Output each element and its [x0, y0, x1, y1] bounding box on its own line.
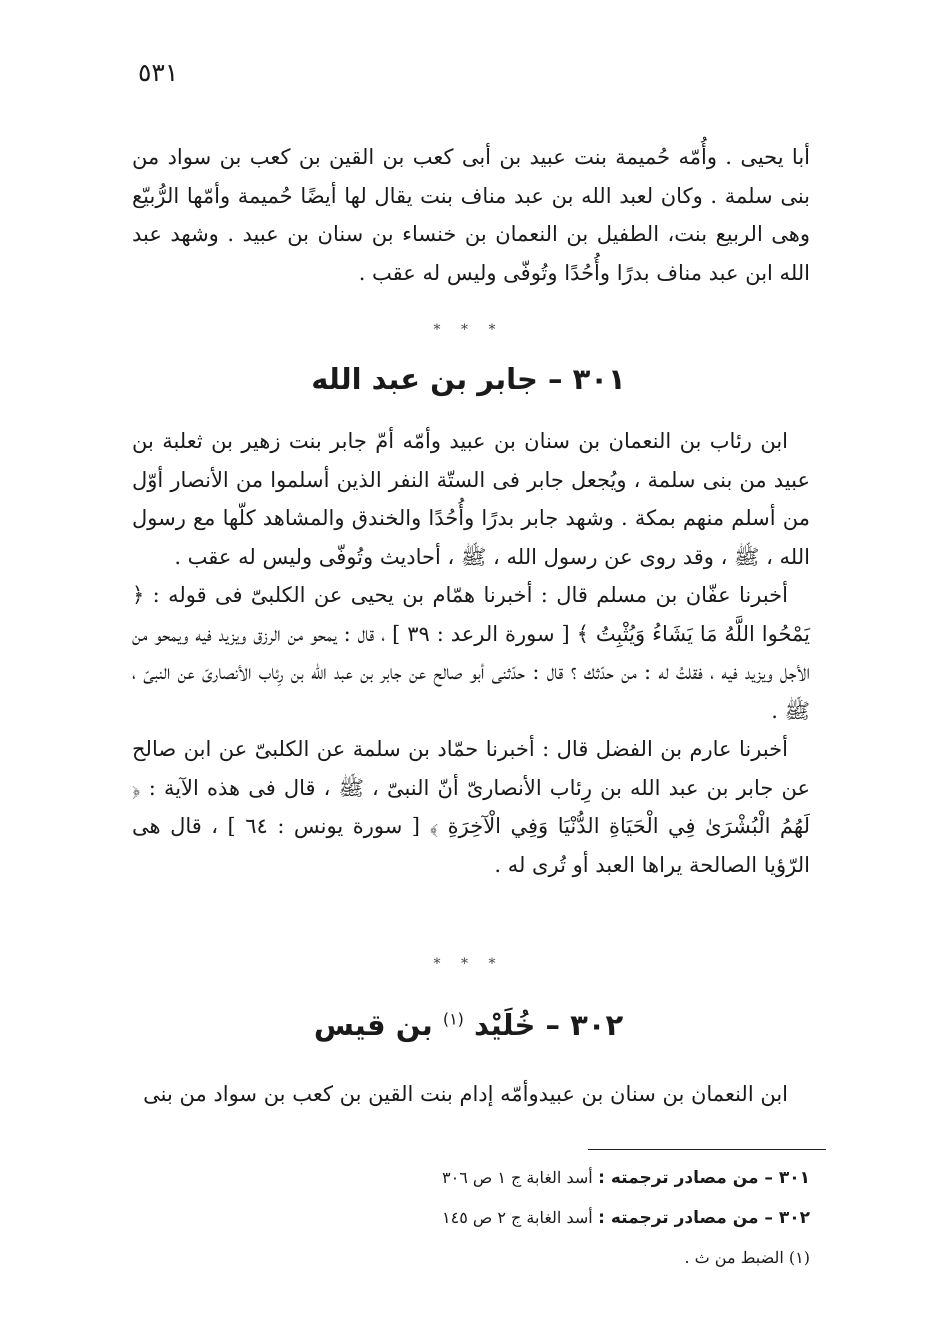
footnote-301	[300, 1158, 810, 1198]
intro-paragraph: أبا يحيى . وأُمّه حُميمة بنت عبيد بن أبى كعب بن القين بن كعب بن سواد من بنى سلمة . وكان لعبد الله بن عبد مناف بنت يقال لها أيضًا حُميمة وأمّها الرُّبيّع وهى الربيع بنت، الطفيل بن النعمان بن خنساء بن سنان بن عبيد . وشهد عبد الله ابن عبد مناف بدرًا وأُحُدًا وتُوفّى وليس له عقب .	[132, 145, 810, 285]
footnote-302	[300, 1198, 810, 1238]
section-separator: * * *	[433, 322, 504, 338]
entry-heading-302-name: ٣٠٢ – خُلَيْد	[474, 1008, 624, 1042]
footnote-marker: (١)	[442, 1009, 464, 1029]
footnote-divider	[588, 1149, 826, 1150]
entry-301-paragraph-1: ابن رئاب بن النعمان بن سنان بن عبيد وأمّه أمّ جابر بنت زهير بن ثعلبة بن عبيد من بنى سلمة ، ويُجعل جابر فى الستّة النفر الذين أسلموا من الأنصار أوّل من أسلم منهم بمكة . وشهد جابر بدرًا وأُحُدًا والخندق والمشاهد كلّها مع رسول الله ، ﷺ ، وقد روى عن رسول الله ، ﷺ ، أحاديث وتُوفّى وليس له عقب .	[132, 429, 810, 569]
footnotes	[300, 1158, 810, 1278]
entry-301-paragraph-3: أخبرنا عارم بن الفضل قال : أخبرنا حمّاد بن سلمة عن الكلبىّ عن ابن صالح عن جابر بن عبد الله بن رِئاب الأنصارىّ أنّ النبىّ ، ﷺ ، قال فى هذه الآية : ﴿ لَهُمُ الْبُشْرَىٰ فِي الْحَيَاةِ الدُّنْيَا وَفِي الْآخِرَةِ ﴾ [ سورة يونس : ٦٤ ] ، قال هى الرّؤيا الصالحة يراها العبد أو تُرى له .	[132, 737, 810, 877]
entry-302-text	[132, 1075, 810, 1114]
footnote-302-label: ٣٠٢ – من مصادر ترجمته :	[598, 1208, 810, 1228]
footnote-301-label: ٣٠١ – من مصادر ترجمته :	[598, 1168, 810, 1188]
intro-paragraph-block	[132, 138, 810, 292]
entry-heading-302	[0, 1008, 937, 1042]
footnote-vocalization: (١) الضبط من ث .	[684, 1248, 810, 1267]
entry-heading-301: ٣٠١ – جابر بن عبد الله	[311, 362, 626, 396]
section-separator-2: * * *	[433, 956, 504, 972]
entry-heading-302-rest: بن قيس	[313, 1008, 433, 1042]
page-number: ٥٣١	[138, 58, 179, 87]
entry-301-paragraph-2: أخبرنا عفّان بن مسلم قال : أخبرنا همّام بن يحيى عن الكلبىّ فى قوله : ﴿ يَمْحُوا اللَّهُ مَا يَشَاءُ وَيُثْبِتُ ﴾ [ سورة الرعد : ٣٩ ] ، قال : يمحو من الرزق ويزيد فيه ويمحو من الأجل ويزيد فيه ، فقلتُ له : من حدّثك ؟ قال : حدّثنى أبو صالح عن جابر بن عبد الله بن رِئاب الأنصارىّ عن النبىّ ، ﷺ .	[132, 583, 810, 723]
footnote-301-source: أسد الغابة ج ١ ص ٣٠٦	[442, 1168, 593, 1187]
entry-302-paragraph-1: ابن النعمان بن سنان بن عبيدوأمّه إدام بنت القين بن كعب بن سواد من بنى	[143, 1082, 788, 1106]
entry-301-text	[132, 422, 810, 884]
footnote-302-source: أسد الغابة ج ٢ ص ١٤٥	[442, 1208, 593, 1227]
